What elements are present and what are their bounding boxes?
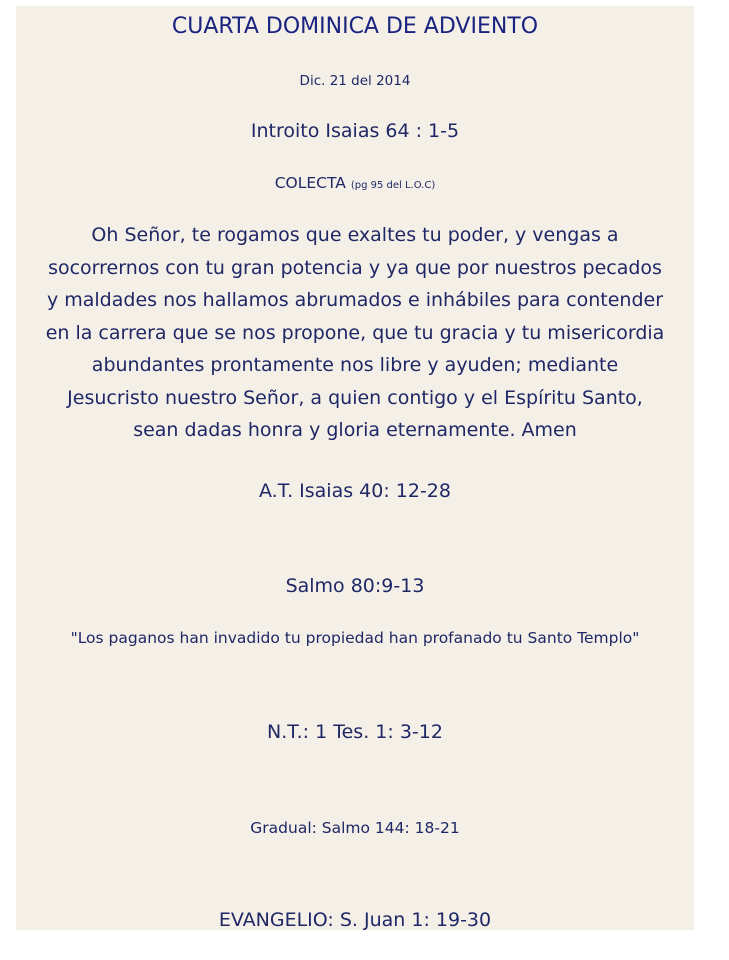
prayer-line: y maldades nos hallamos abrumados e inhábiles para contender: [46, 289, 664, 311]
prayer-line: abundantes prontamente nos libre y ayuden; mediante: [91, 354, 619, 376]
colecta-page-reference: (pg 95 del L.O.C): [350, 180, 436, 191]
prayer-line: en la carrera que se nos propone, que tu gracia y tu misericordia: [45, 321, 665, 344]
colecta-heading: [16, 174, 694, 192]
document-title: CUARTA DOMINICA DE ADVIENTO: [171, 14, 539, 39]
prayer-line: Oh Señor, te rogamos que exaltes tu poder, y vengas a: [91, 224, 619, 246]
psalm-quote: "Los paganos han invadido tu propiedad han profanado tu Santo Templo": [70, 629, 640, 647]
colecta-label: COLECTA: [274, 174, 346, 192]
prayer-line: sean dadas honra y gloria eternamente. Amen: [133, 419, 577, 441]
prayer-line: socorrernos con tu gran potencia y ya que por nuestros pecados: [48, 256, 662, 279]
old-testament-reading: A.T. Isaias 40: 12-28: [259, 480, 451, 502]
prayer-line: Jesucristo nuestro Señor, a quien contigo y el Espíritu Santo,: [67, 386, 643, 409]
new-testament-reading: N.T.: 1 Tes. 1: 3-12: [267, 721, 443, 743]
introito-reference: Introito Isaias 64 : 1-5: [250, 120, 460, 142]
gradual-reference: Gradual: Salmo 144: 18-21: [250, 819, 460, 837]
document-page: [16, 6, 694, 930]
gospel-reading: EVANGELIO: S. Juan 1: 19-30: [218, 909, 492, 931]
service-date: Dic. 21 del 2014: [299, 73, 411, 89]
psalm-reference: Salmo 80:9-13: [285, 575, 425, 597]
collect-prayer: [16, 219, 694, 447]
